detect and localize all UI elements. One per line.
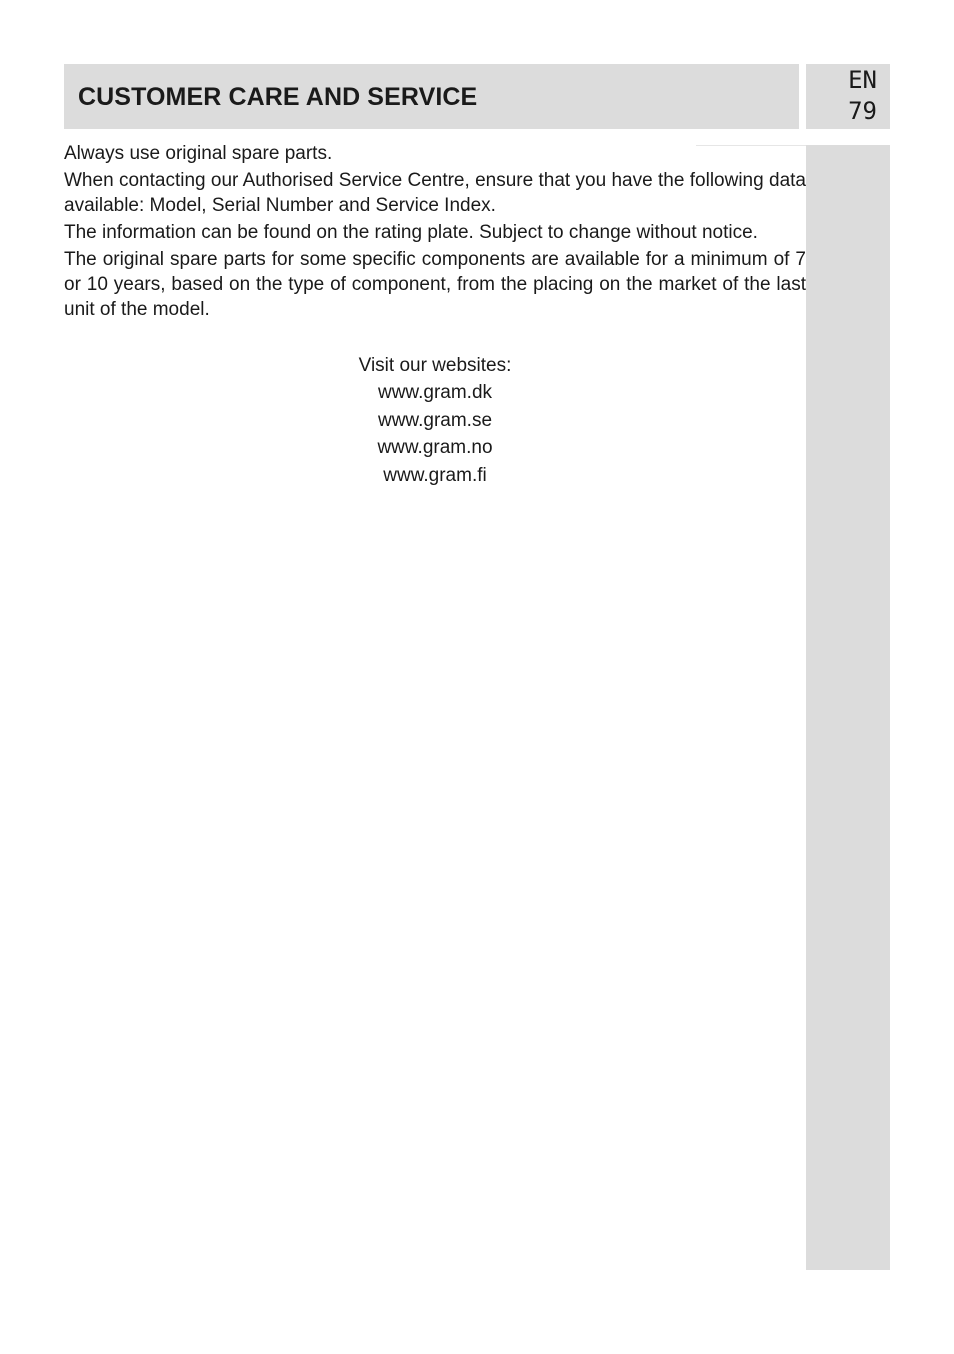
website-link-se[interactable]: www.gram.se [377,409,493,431]
paragraph-rating-plate: The information can be found on the rating plate. Subject to change without notice. [64,222,758,243]
website-link-dk[interactable]: www.gram.dk [377,382,493,403]
side-strip [806,145,890,1270]
page-title: CUSTOMER CARE AND SERVICE [78,83,478,111]
websites-block [64,352,806,489]
language-code: EN [848,66,877,94]
paragraph-contact: When contacting our Authorised Service Centre, ensure that you have the following data available: Model, Serial Number and Service Index. [64,170,806,216]
websites-intro: Visit our websites: [358,355,512,376]
paragraph-availability: The original spare parts for some specific components are available for a minimum of 7 or 10 years, based on the type of component, from the placing on the market of the last unit of the model. [64,249,806,320]
body-text [64,141,806,324]
website-link-fi[interactable]: www.gram.fi [383,464,487,486]
website-link-no[interactable]: www.gram.no [377,437,493,458]
page-marker [806,64,890,129]
page-number: 79 [848,97,877,125]
paragraph-spare-parts: Always use original spare parts. [64,143,333,164]
header-bar [64,64,799,129]
